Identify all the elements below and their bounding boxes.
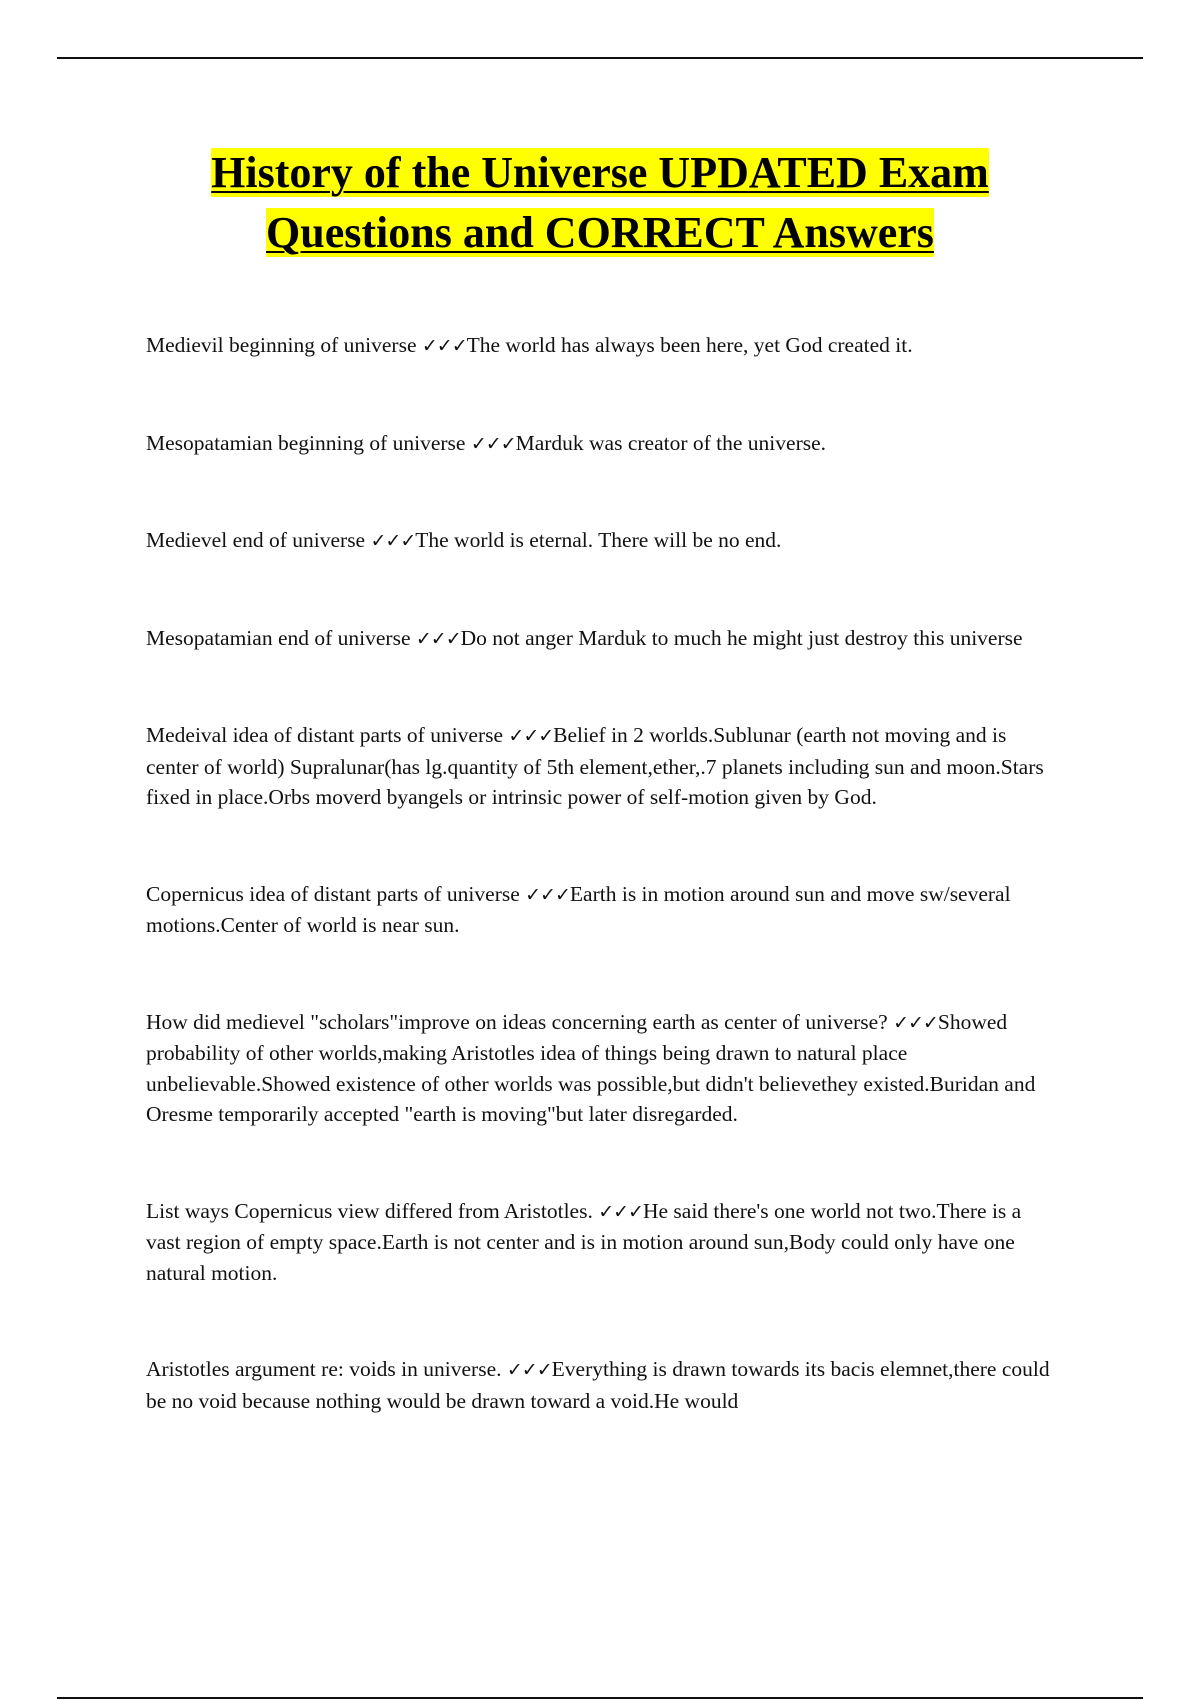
answer-text: Everything is drawn towards its bacis elemnet,there could be no void because nothing would be drawn toward a void.He would (146, 1357, 1050, 1413)
question-text: Medievil beginning of universe (146, 333, 422, 357)
qa-item (146, 330, 1061, 362)
document-title: History of the Universe UPDATED Exam Questions and CORRECT Answers (211, 148, 989, 257)
checkmark-icon: ✓✓✓ (370, 530, 416, 552)
qa-item (146, 879, 1061, 941)
question-text: How did medievel "scholars"improve on ideas concerning earth as center of universe? (146, 1009, 894, 1034)
question-text: Copernicus idea of distant parts of universe (146, 881, 526, 906)
question-text: Mesopatamian end of universe (146, 625, 416, 650)
checkmark-icon: ✓✓✓ (525, 883, 570, 906)
checkmark-icon: ✓✓✓ (506, 1359, 552, 1381)
question-text: Mesopatamian beginning of universe (146, 430, 471, 455)
checkmark-icon: ✓✓✓ (508, 725, 554, 747)
question-text: Medievel end of universe (146, 528, 371, 552)
answer-text: Do not anger Marduk to much he might just destroy this universe (460, 625, 1023, 650)
top-rule (57, 57, 1143, 59)
qa-item (146, 1354, 1061, 1416)
answer-text: Marduk was creator of the universe. (515, 430, 827, 455)
checkmark-icon: ✓✓✓ (415, 627, 461, 650)
answer-text: Showed probability of other worlds,making Aristotles idea of things being drawn to natural place unbelievable.Showed existence of other worlds was possible,but didn't believethey existed.Buridan and Oresme temporarily accepted "earth is moving"but later disregarded. (146, 1009, 1036, 1126)
bottom-rule (57, 1697, 1143, 1699)
title-block (100, 143, 1100, 263)
qa-item (146, 525, 1061, 557)
answer-text: Earth is in motion around sun and move sw/several motions.Center of world is near sun. (146, 881, 1011, 937)
answer-text: Belief in 2 worlds.Sublunar (earth not moving and is center of world) Supralunar(has lg.quantity of 5th element,ether,.7 planets including sun and moon.Stars fixed in place.Orbs moverd byangels or intrinsic power of self-motion given by God. (146, 723, 1044, 809)
qa-item (146, 428, 1061, 460)
checkmark-icon: ✓✓✓ (598, 1200, 643, 1223)
answer-text: The world is eternal. There will be no end. (415, 528, 782, 552)
checkmark-icon: ✓✓✓ (470, 432, 516, 455)
answer-text: The world has always been here, yet God created it. (466, 333, 913, 357)
qa-item (146, 1196, 1061, 1289)
qa-item (146, 623, 1061, 655)
question-text: Aristotles argument re: voids in universe. (146, 1357, 507, 1381)
answer-text: He said there's one world not two.There is a vast region of empty space.Earth is not center and is in motion around sun,Body could only have one natural motion. (146, 1198, 1022, 1285)
checkmark-icon: ✓✓✓ (421, 335, 467, 357)
checkmark-icon: ✓✓✓ (893, 1011, 938, 1034)
question-text: Medeival idea of distant parts of universe (146, 723, 509, 747)
qa-item (146, 720, 1061, 813)
qa-list (146, 330, 1061, 1482)
question-text: List ways Copernicus view differed from Aristotles. (146, 1198, 599, 1223)
qa-item (146, 1007, 1061, 1130)
